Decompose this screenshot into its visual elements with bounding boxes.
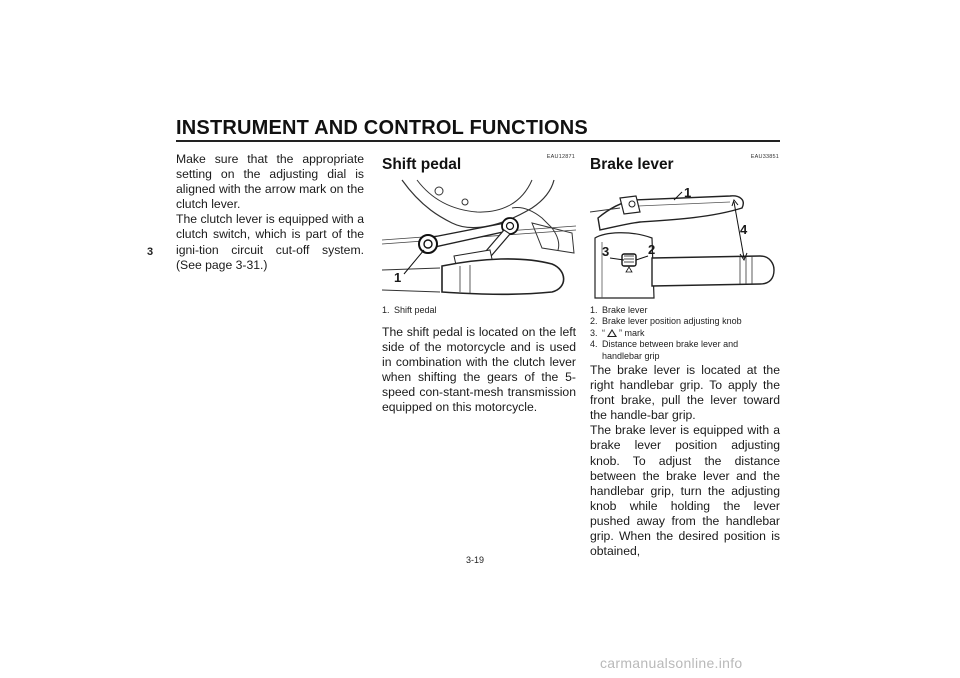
header-rule — [176, 140, 780, 142]
callout-1: 1 — [684, 185, 692, 200]
caption-text: Distance between brake lever and handlebar grip — [602, 339, 739, 361]
paragraph: The shift pedal is located on the left side of the motorcycle and is used in combination with the clutch lever when shifting the gears of the 5-speed con-stant-mesh transmission equipped on this motorcycle. — [382, 325, 576, 415]
shift-pedal-caption-list — [382, 305, 576, 316]
shift-pedal-figure — [382, 178, 576, 300]
section-title-brake-lever: Brake lever — [590, 156, 674, 173]
brake-lever-caption-list — [590, 305, 780, 362]
section-code: EAU12871 — [546, 154, 575, 160]
shift-pedal-illustration — [382, 178, 576, 300]
caption-number: 2. — [590, 316, 598, 327]
brake-lever-figure — [590, 178, 780, 300]
caption-text: Brake lever position adjusting knob — [602, 316, 742, 327]
caption-text-before: “ — [602, 327, 605, 338]
paragraph: The clutch lever is equipped with a clutch switch, which is part of the igni-tion circuit cut-off system. (See page 3-31.) — [176, 212, 364, 272]
chapter-tab: 3 — [147, 246, 154, 258]
caption-item — [590, 316, 780, 327]
caption-text: Brake lever — [602, 305, 648, 315]
caption-number: 1. — [590, 305, 598, 315]
paragraph: Make sure that the appropriate setting on the adjusting dial is aligned with the arrow mark on the clutch lever. — [176, 152, 364, 212]
caption-text: Shift pedal — [394, 305, 437, 315]
paragraph: The brake lever is equipped with a brake lever position adjusting knob. To adjust the distance between the brake lever and the handlebar grip, turn the adjusting knob while holding the lever pushed away from the handlebar grip. When the desired position is obtained, — [590, 423, 780, 559]
callout-3: 3 — [602, 244, 610, 259]
section-code: EAU33851 — [750, 154, 779, 160]
paragraph: The brake lever is located at the right handlebar grip. To apply the front brake, pull the lever toward the handle-bar grip. — [590, 363, 780, 423]
caption-item — [590, 328, 780, 339]
caption-number: 3. — [590, 327, 598, 338]
caption-item — [382, 305, 576, 316]
page-number: 3-19 — [466, 555, 485, 565]
caption-text — [602, 328, 780, 339]
shift-pedal-text — [382, 325, 576, 416]
triangle-mark-icon — [607, 329, 617, 337]
brake-lever-text — [590, 363, 780, 559]
watermark: carmanualsonline.info — [600, 655, 743, 671]
callout-2: 2 — [648, 242, 656, 257]
section-title-shift-pedal: Shift pedal — [382, 156, 462, 173]
caption-number: 4. — [590, 339, 598, 350]
caption-text-after: ” mark — [619, 327, 645, 338]
callout-1: 1 — [394, 270, 402, 285]
callout-4: 4 — [740, 222, 748, 237]
caption-number: 1. — [382, 305, 390, 315]
caption-item — [590, 305, 780, 316]
caption-item — [590, 339, 780, 362]
page-header-title: INSTRUMENT AND CONTROL FUNCTIONS — [176, 117, 588, 139]
left-column-text — [176, 152, 364, 273]
